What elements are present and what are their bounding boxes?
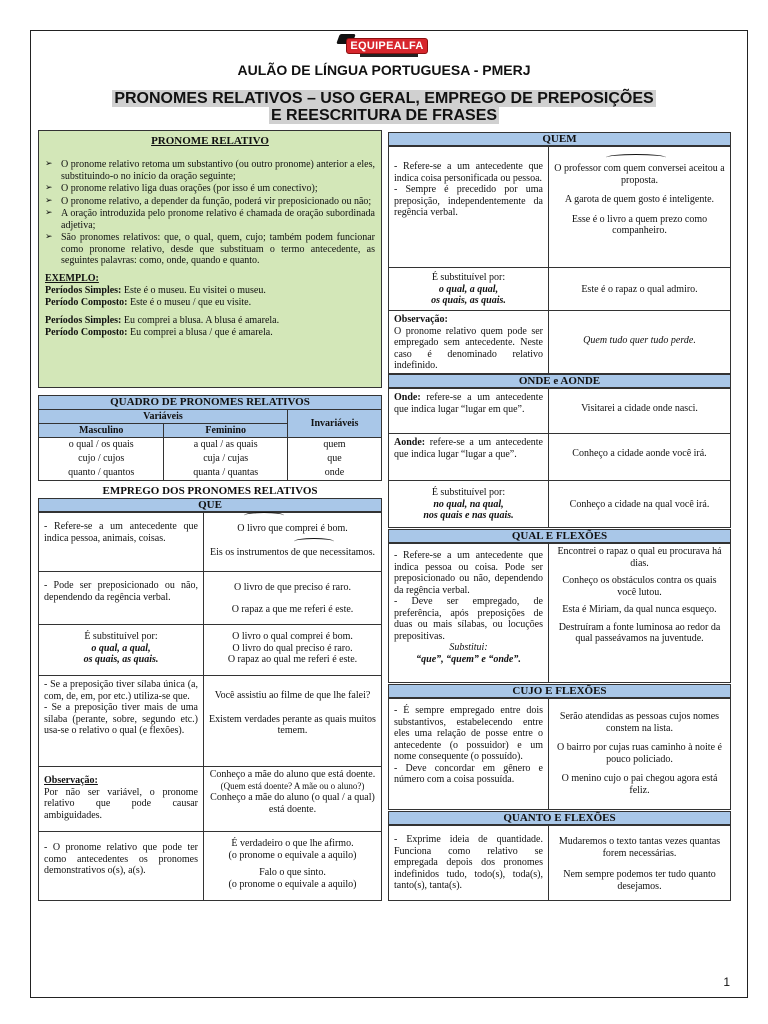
onde-row1-right: Visitarei a cidade onde nasci. [548, 388, 731, 434]
reference-arc [606, 154, 666, 161]
quem-row1-right: O professor com quem conversei aceitou a proposta. A garota de quem gosto é inteligente. Esse é o livro a quem prezo como companheiro. [548, 146, 731, 268]
que-row2-right: O livro de que preciso é raro. O rapaz a que me referi é este. [203, 571, 382, 625]
logo-ribbon [360, 54, 418, 57]
qual-right: Encontrei o rapaz o qual eu procurava há dias. Conheço os obstáculos contra os quais você lutou. Esta é Miriam, da qual nunca esqueço. Destruíram a fonte luminosa ao redor da qual passeávamos na juventude. [548, 543, 731, 683]
example-label: EXEMPLO: [45, 272, 99, 284]
que-row3-left: É substituível por: o qual, a qual, os quais, as quais. [38, 624, 204, 676]
quadro-table [38, 395, 382, 481]
que-row4-left: - Se a preposição tiver sílaba única (a, com, de, em, por etc.) utiliza-se que. - Se a preposição tiver mais de uma sílaba (perante, sobre, segundo etc.) usa-se o relativo o qual (e flexões). [38, 675, 204, 767]
quanto-left: - Exprime ideia de quantidade. Funciona como relativo se empregada depois dos pronomes indefinidos tudo, todo(s), toda(s), tanto(s), tanta(s). [388, 825, 549, 901]
page-title: AULÃO DE LÍNGUA PORTUGUESA - PMERJ [237, 62, 531, 78]
invariaveis-header: Invariáveis [287, 410, 381, 438]
que-header: QUE [38, 498, 382, 512]
page-subtitle: PRONOMES RELATIVOS – USO GERAL, EMPREGO DE PREPOSIÇÕES E REESCRITURA DE FRASES [114, 90, 654, 124]
reference-arc [294, 538, 334, 545]
equipe-alfa-logo [338, 34, 430, 58]
quanto-right: Mudaremos o texto tantas vezes quantas forem necessárias. Nem sempre podemos ter tudo quanto desejamos. [548, 825, 731, 901]
masculino-header: Masculino [39, 424, 164, 438]
emprego-heading: EMPREGO DOS PRONOMES RELATIVOS [102, 485, 318, 497]
list-item: ➢ O pronome relativo, a depender da função, poderá vir preposicionado ou não; [45, 196, 375, 208]
quem-row1-left: - Refere-se a um antecedente que indica coisa personificada ou pessoa. - Sempre é precedido por uma preposição, independentemente da regência verbal. [388, 146, 549, 268]
list-item: ➢ São pronomes relativos: que, o qual, quem, cujo; também podem funcionar como pronome relativo, desde que substituam o termo antecedente, as seguintes palavras: como, onde, quando e quanto. [45, 232, 375, 267]
list-item: ➢ A oração introduzida pelo pronome relativo é chamada de oração subordinada adjetiva; [45, 208, 375, 231]
que-row5-left: Observação: Por não ser variável, o pronome relativo que pode causar ambiguidades. [38, 766, 204, 832]
pronome-relativo-heading: PRONOME RELATIVO [151, 135, 269, 147]
reference-arc [244, 512, 284, 519]
que-row5-right: Conheço a mãe do aluno que está doente. (Quem está doente? A mãe ou o aluno?) Conheço a mãe do aluno (o qual / a qual) está doente. [203, 766, 382, 832]
pronome-relativo-box [38, 130, 382, 388]
table-row: cujo / cujos cuja / cujas que [39, 452, 382, 466]
table-row: o qual / os quais a qual / as quais quem [39, 438, 382, 453]
qual-left: - Refere-se a um antecedente que indica pessoa ou coisa. Pode ser preposicionado ou não, dependendo da regência verbal. - Deve ser empregado, de preferência, após preposições de duas ou mais sílabas, ou locuções prepositivas. Substitui: “que”, “quem” e “onde”. [388, 543, 549, 683]
table-row: quanto / quantos quanta / quantas onde [39, 466, 382, 481]
quem-row2-right: Este é o rapaz o qual admiro. [548, 267, 731, 311]
que-row1-left: - Refere-se a um antecedente que indica pessoa, animais, coisas. [38, 512, 204, 572]
que-row2-left: - Pode ser preposicionado ou não, dependendo da regência verbal. [38, 571, 204, 625]
que-row6-right: É verdadeiro o que lhe afirmo. (o pronome o equivale a aquilo) Falo o que sinto. (o pronome o equivale a aquilo) [203, 831, 382, 901]
variaveis-header: Variáveis [39, 410, 288, 424]
pronome-relativo-list [45, 159, 375, 267]
onde-row2-right: Conheço a cidade aonde você irá. [548, 433, 731, 481]
onde-row3-right: Conheço a cidade na qual você irá. [548, 480, 731, 528]
quanto-header: QUANTO E FLEXÕES [388, 811, 731, 825]
qual-header: QUAL E FLEXÕES [388, 529, 731, 543]
que-row3-right: O livro o qual comprei é bom. O livro do qual preciso é raro. O rapaz ao qual me referi é este. [203, 624, 382, 676]
feminino-header: Feminino [164, 424, 288, 438]
quem-row3-right: Quem tudo quer tudo perde. [548, 310, 731, 374]
cujo-left: - É sempre empregado entre dois substantivos, estabelecendo entre eles uma relação de posse entre o antecedente (o possuidor) e um nome consequente (o possuído). - Deve concordar em gênero e número com a coisa possuída. [388, 698, 549, 810]
quem-row3-left: Observação: O pronome relativo quem pode ser empregado sem antecedente. Neste caso é denominado relativo indefinido. [388, 310, 549, 374]
quem-header: QUEM [388, 132, 731, 146]
list-item: ➢ O pronome relativo retoma um substantivo (ou outro pronome) anterior a eles, substituindo-o no início da oração seguinte; [45, 159, 375, 182]
onde-row3-left: É substituível por: no qual, na qual, nos quais e nas quais. [388, 480, 549, 528]
cujo-header: CUJO E FLEXÕES [388, 684, 731, 698]
quem-row2-left: É substituível por: o qual, a qual, os quais, as quais. [388, 267, 549, 311]
onde-header: ONDE e AONDE [388, 374, 731, 388]
page-number: 1 [723, 975, 730, 989]
que-row4-right: Você assistiu ao filme de que lhe falei? Existem verdades perante as quais muitos temem. [203, 675, 382, 767]
que-row6-left: - O pronome relativo que pode ter como antecedentes os pronomes demonstrativos o(s), a(s). [38, 831, 204, 901]
examples: EXEMPLO: Períodos Simples: Este é o museu. Eu visitei o museu. Período Composto: Este é o museu / que eu visite. Períodos Simples: Eu comprei a blusa. A blusa é amarela. Período Composto: Eu comprei a blusa / que é amarela. [45, 273, 375, 339]
onde-row2-left: Aonde: refere-se a um antecedente que indica lugar “lugar a que”. [388, 433, 549, 481]
logo-text: EQUIPEALFA [346, 38, 428, 54]
list-item: ➢ O pronome relativo liga duas orações (por isso é um conectivo); [45, 183, 375, 195]
quadro-heading: QUADRO DE PRONOMES RELATIVOS [39, 396, 382, 410]
que-row1-right: O livro que comprei é bom. Eis os instrumentos de que necessitamos. [203, 512, 382, 572]
onde-row1-left: Onde: refere-se a um antecedente que indica lugar “lugar em que”. [388, 388, 549, 434]
cujo-right: Serão atendidas as pessoas cujos nomes constem na lista. O bairro por cujas ruas caminho à noite é pouco policiado. O menino cujo o pai chegou agora está feliz. [548, 698, 731, 810]
